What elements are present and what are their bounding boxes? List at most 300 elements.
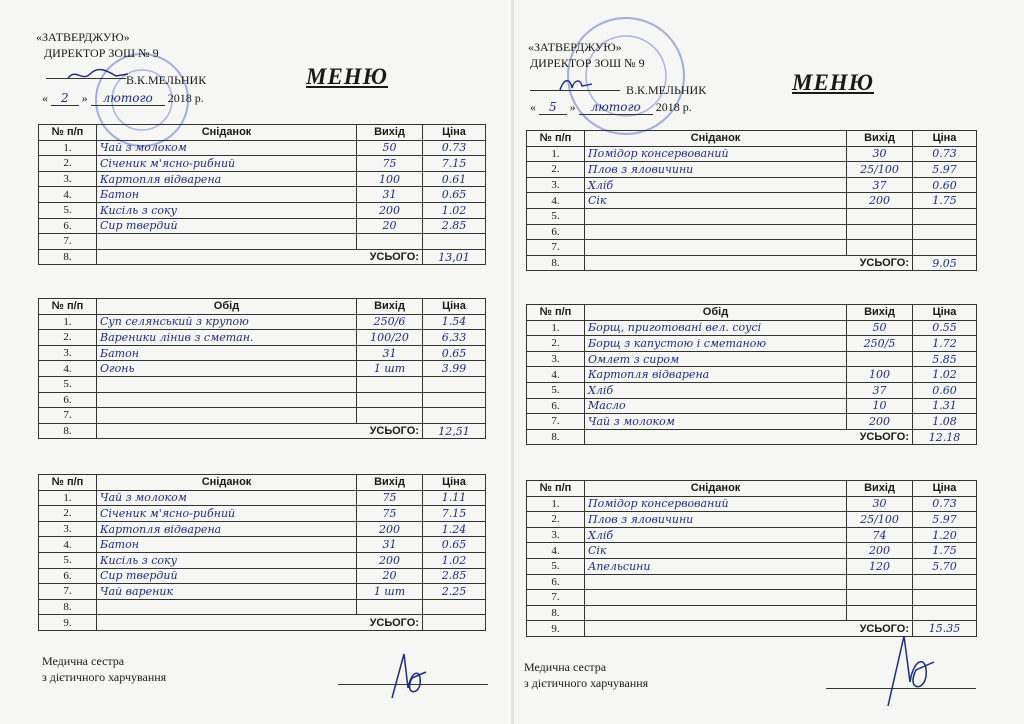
price: 1.08 [913, 414, 977, 430]
portion [357, 408, 423, 424]
price: 0.61 [423, 171, 486, 187]
table-row [527, 496, 977, 512]
dish-name [97, 392, 357, 408]
director-signature-line [530, 90, 620, 91]
date-year: 2018 р. [655, 100, 692, 114]
col-dish: Сніданок [97, 475, 357, 491]
portion [847, 605, 913, 621]
row-number: 6. [527, 224, 585, 240]
nurse-signature-line [826, 688, 976, 689]
total-price: 13,01 [423, 249, 486, 265]
nurse-signature [880, 626, 940, 710]
table-row [39, 187, 486, 203]
dish-name: Сир твердий [97, 568, 357, 584]
dish-name [585, 240, 847, 256]
table-row [527, 558, 977, 574]
row-number: 2. [39, 330, 97, 346]
row-number: 5. [527, 558, 585, 574]
row-number: 5. [39, 552, 97, 568]
portion: 250/5 [847, 336, 913, 352]
price: 1.54 [423, 314, 486, 330]
dish-name: Кисіль з соку [97, 202, 357, 218]
approval-date: « 2 » лютого 2018 р. [42, 91, 204, 105]
price: 1.75 [913, 543, 977, 559]
portion: 75 [357, 490, 423, 506]
col-number: № п/п [39, 299, 97, 315]
row-number: 9. [39, 615, 97, 631]
price [913, 240, 977, 256]
breakfast-table-2 [526, 480, 977, 637]
dish-name: Батон [97, 187, 357, 203]
portion: 37 [847, 177, 913, 193]
date-quote-open: « [530, 100, 536, 114]
dish-name: Чай вареник [97, 584, 357, 600]
portion: 37 [847, 382, 913, 398]
row-number: 7. [527, 414, 585, 430]
portion: 30 [847, 146, 913, 162]
table-row [39, 330, 486, 346]
director-signature-line [46, 78, 126, 79]
table-row [527, 208, 977, 224]
row-number: 5. [39, 376, 97, 392]
nurse-signature-line [338, 684, 488, 685]
row-number: 8. [39, 423, 97, 439]
table-row [39, 392, 486, 408]
date-day: 2 [51, 91, 79, 106]
portion: 100 [847, 367, 913, 383]
dish-name [97, 234, 357, 250]
lunch-table [526, 304, 977, 445]
table-row [39, 599, 486, 615]
row-number: 1. [527, 320, 585, 336]
table-row [39, 156, 486, 172]
row-number: 4. [527, 367, 585, 383]
col-portion: Вихід [847, 481, 913, 497]
price: 1.20 [913, 527, 977, 543]
table-row [527, 398, 977, 414]
approve-title: «ЗАТВЕРДЖУЮ» [528, 40, 622, 54]
col-number: № п/п [527, 305, 585, 321]
dish-name: Січеник м'ясно-рибний [97, 506, 357, 522]
dish-name: Картопля відварена [97, 171, 357, 187]
table-row [527, 590, 977, 606]
col-portion: Вихід [357, 299, 423, 315]
table-row [39, 361, 486, 377]
dish-name: Масло [585, 398, 847, 414]
price: 1.31 [913, 398, 977, 414]
price: 5.97 [913, 512, 977, 528]
price: 0.73 [913, 496, 977, 512]
row-number: 6. [39, 392, 97, 408]
col-portion: Вихід [847, 305, 913, 321]
row-number: 7. [39, 234, 97, 250]
school-stamp [562, 12, 690, 140]
row-number: 8. [527, 605, 585, 621]
dish-name: Сир твердий [97, 218, 357, 234]
row-number: 2. [39, 506, 97, 522]
row-number: 4. [39, 537, 97, 553]
price: 7.15 [423, 156, 486, 172]
dish-name: Суп селянський з крупою [97, 314, 357, 330]
table-row [527, 177, 977, 193]
breakfast-table-2 [38, 474, 486, 631]
price: 0.73 [913, 146, 977, 162]
row-number: 7. [527, 240, 585, 256]
table-row [527, 512, 977, 528]
table-row [527, 574, 977, 590]
row-number: 8. [39, 249, 97, 265]
total-label: УСЬОГО: [97, 249, 423, 265]
dish-name: Плов з яловичини [585, 162, 847, 178]
row-number: 5. [527, 382, 585, 398]
portion: 1 шт [357, 584, 423, 600]
portion: 75 [357, 156, 423, 172]
table-row [39, 552, 486, 568]
table-row [527, 543, 977, 559]
dish-name: Омлет з сиром [585, 351, 847, 367]
footer-nurse-title: Медична сестра [42, 654, 125, 668]
table-row [39, 345, 486, 361]
row-number: 3. [39, 171, 97, 187]
col-price: Ціна [913, 481, 977, 497]
price: 1.75 [913, 193, 977, 209]
date-month: лютого [579, 100, 653, 115]
portion: 50 [357, 140, 423, 156]
price: 0.65 [423, 345, 486, 361]
portion: 20 [357, 568, 423, 584]
portion [847, 208, 913, 224]
price: 2.85 [423, 568, 486, 584]
dish-name: Кисіль з соку [97, 552, 357, 568]
portion: 31 [357, 537, 423, 553]
portion: 250/6 [357, 314, 423, 330]
dish-name: Хліб [585, 527, 847, 543]
total-row [527, 621, 977, 637]
dish-name [97, 376, 357, 392]
price: 1.02 [423, 552, 486, 568]
portion: 50 [847, 320, 913, 336]
table-row [39, 171, 486, 187]
row-number: 1. [527, 496, 585, 512]
table-row [39, 376, 486, 392]
right-page [514, 0, 1024, 724]
portion [357, 234, 423, 250]
table-row [39, 234, 486, 250]
col-dish: Обід [585, 305, 847, 321]
table-row [39, 314, 486, 330]
breakfast-table-1 [38, 124, 486, 265]
col-dish: Обід [97, 299, 357, 315]
date-quote-open: « [42, 91, 48, 105]
portion: 74 [847, 527, 913, 543]
breakfast-table-1 [526, 130, 977, 271]
table-row [527, 527, 977, 543]
portion: 1 шт [357, 361, 423, 377]
nurse-signature [382, 648, 432, 704]
row-number: 2. [527, 162, 585, 178]
price: 2.25 [423, 584, 486, 600]
row-number: 4. [39, 361, 97, 377]
row-number: 6. [39, 568, 97, 584]
table-row [39, 537, 486, 553]
price [913, 208, 977, 224]
table-row [39, 584, 486, 600]
portion [357, 599, 423, 615]
dish-name: Хліб [585, 177, 847, 193]
approve-title: «ЗАТВЕРДЖУЮ» [36, 30, 130, 44]
portion: 25/100 [847, 162, 913, 178]
footer-nurse-subtitle: з дієтичного харчування [42, 670, 167, 684]
director-name: В.К.МЕЛЬНИК [626, 83, 707, 97]
director-title: ДИРЕКТОР ЗОШ № 9 [44, 46, 159, 60]
portion: 200 [847, 193, 913, 209]
col-price: Ціна [913, 305, 977, 321]
portion [847, 351, 913, 367]
price: 1.72 [913, 336, 977, 352]
table-row [527, 240, 977, 256]
director-signature [556, 74, 596, 94]
total-label: УСЬОГО: [585, 255, 913, 271]
date-month: лютого [91, 91, 165, 106]
row-number: 4. [527, 193, 585, 209]
row-number: 7. [527, 590, 585, 606]
price: 1.11 [423, 490, 486, 506]
col-price: Ціна [913, 131, 977, 147]
total-row [39, 249, 486, 265]
price: 0.65 [423, 187, 486, 203]
portion: 100/20 [357, 330, 423, 346]
approval-date: « 5 » лютого 2018 р. [530, 100, 692, 114]
dish-name: Борщ з капустою і сметаною [585, 336, 847, 352]
table-row [527, 367, 977, 383]
price: 5.85 [913, 351, 977, 367]
portion [847, 224, 913, 240]
dish-name [97, 599, 357, 615]
total-price [423, 615, 486, 631]
row-number: 1. [527, 146, 585, 162]
table-row [527, 193, 977, 209]
dish-name: Батон [97, 345, 357, 361]
dish-name: Січеник м'ясно-рибний [97, 156, 357, 172]
dish-name: Чай з молоком [97, 140, 357, 156]
dish-name: Вареники лінив з сметан. [97, 330, 357, 346]
portion: 200 [847, 543, 913, 559]
table-row [39, 490, 486, 506]
price [423, 392, 486, 408]
row-number: 1. [39, 314, 97, 330]
col-dish: Сніданок [585, 131, 847, 147]
table-row [39, 506, 486, 522]
dish-name: Апельсини [585, 558, 847, 574]
price [913, 574, 977, 590]
total-label: УСЬОГО: [97, 615, 423, 631]
table-row [527, 320, 977, 336]
col-number: № п/п [527, 481, 585, 497]
dish-name: Чай з молоком [97, 490, 357, 506]
row-number: 7. [39, 584, 97, 600]
price: 1.02 [423, 202, 486, 218]
table-row [527, 224, 977, 240]
date-year: 2018 р. [167, 91, 204, 105]
row-number: 4. [527, 543, 585, 559]
table-row [527, 382, 977, 398]
price: 0.73 [423, 140, 486, 156]
total-label: УСЬОГО: [97, 423, 423, 439]
price: 1.24 [423, 521, 486, 537]
price: 7.15 [423, 506, 486, 522]
footer-nurse-title: Медична сестра [524, 660, 607, 674]
row-number: 3. [527, 351, 585, 367]
price: 2.85 [423, 218, 486, 234]
dish-name: Огонь [97, 361, 357, 377]
row-number: 7. [39, 408, 97, 424]
table-row [39, 218, 486, 234]
table-row [527, 336, 977, 352]
dish-name [585, 590, 847, 606]
table-row [527, 414, 977, 430]
row-number: 1. [39, 140, 97, 156]
dish-name: Борщ, приготовані вел. соусі [585, 320, 847, 336]
price: 1.02 [913, 367, 977, 383]
col-price: Ціна [423, 125, 486, 141]
dish-name: Плов з яловичини [585, 512, 847, 528]
dish-name: Батон [97, 537, 357, 553]
menu-title: МЕНЮ [792, 70, 874, 95]
total-price: 15.35 [913, 621, 977, 637]
portion: 120 [847, 558, 913, 574]
price [913, 605, 977, 621]
row-number: 3. [39, 345, 97, 361]
col-price: Ціна [423, 475, 486, 491]
table-row [527, 351, 977, 367]
dish-name: Чай з молоком [585, 414, 847, 430]
row-number: 2. [527, 512, 585, 528]
table-row [39, 521, 486, 537]
lunch-table [38, 298, 486, 439]
date-day: 5 [539, 100, 567, 115]
table-row [527, 605, 977, 621]
portion [847, 574, 913, 590]
table-row [39, 202, 486, 218]
portion: 200 [357, 552, 423, 568]
dish-name [585, 605, 847, 621]
row-number: 5. [39, 202, 97, 218]
price: 5.70 [913, 558, 977, 574]
table-row [39, 568, 486, 584]
row-number: 3. [527, 177, 585, 193]
portion: 25/100 [847, 512, 913, 528]
dish-name: Сік [585, 193, 847, 209]
price: 0.55 [913, 320, 977, 336]
col-number: № п/п [527, 131, 585, 147]
row-number: 6. [527, 398, 585, 414]
col-portion: Вихід [847, 131, 913, 147]
row-number: 5. [527, 208, 585, 224]
portion: 10 [847, 398, 913, 414]
total-price: 9.05 [913, 255, 977, 271]
table-row [39, 140, 486, 156]
portion: 30 [847, 496, 913, 512]
total-label: УСЬОГО: [585, 429, 913, 445]
dish-name: Картопля відварена [585, 367, 847, 383]
row-number: 6. [39, 218, 97, 234]
row-number: 2. [39, 156, 97, 172]
price [913, 590, 977, 606]
row-number: 1. [39, 490, 97, 506]
col-number: № п/п [39, 125, 97, 141]
portion: 200 [357, 521, 423, 537]
price: 0.60 [913, 177, 977, 193]
total-row [39, 615, 486, 631]
portion: 100 [357, 171, 423, 187]
dish-name: Помідор консервований [585, 496, 847, 512]
price: 6.33 [423, 330, 486, 346]
dish-name [585, 224, 847, 240]
price [913, 224, 977, 240]
col-dish: Сніданок [97, 125, 357, 141]
dish-name [97, 408, 357, 424]
row-number: 4. [39, 187, 97, 203]
price: 5.97 [913, 162, 977, 178]
total-price: 12,51 [423, 423, 486, 439]
row-number: 8. [527, 429, 585, 445]
row-number: 9. [527, 621, 585, 637]
director-name: В.К.МЕЛЬНИК [126, 73, 207, 87]
portion: 200 [847, 414, 913, 430]
price [423, 408, 486, 424]
total-label: УСЬОГО: [585, 621, 913, 637]
row-number: 8. [527, 255, 585, 271]
total-price: 12.18 [913, 429, 977, 445]
dish-name: Картопля відварена [97, 521, 357, 537]
price: 3.99 [423, 361, 486, 377]
price: 0.60 [913, 382, 977, 398]
portion: 20 [357, 218, 423, 234]
dish-name [585, 208, 847, 224]
dish-name [585, 574, 847, 590]
footer-nurse-subtitle: з дієтичного харчування [524, 676, 649, 690]
row-number: 6. [527, 574, 585, 590]
portion: 200 [357, 202, 423, 218]
dish-name: Сік [585, 543, 847, 559]
dish-name: Помідор консервований [585, 146, 847, 162]
price [423, 599, 486, 615]
director-title: ДИРЕКТОР ЗОШ № 9 [530, 56, 645, 70]
portion: 31 [357, 345, 423, 361]
portion [847, 590, 913, 606]
menu-title: МЕНЮ [306, 64, 388, 89]
col-portion: Вихід [357, 125, 423, 141]
col-portion: Вихід [357, 475, 423, 491]
row-number: 3. [527, 527, 585, 543]
portion [357, 376, 423, 392]
portion [847, 240, 913, 256]
total-row [527, 255, 977, 271]
total-row [527, 429, 977, 445]
row-number: 2. [527, 336, 585, 352]
table-row [527, 146, 977, 162]
table-row [527, 162, 977, 178]
dish-name: Хліб [585, 382, 847, 398]
table-row [39, 408, 486, 424]
total-row [39, 423, 486, 439]
col-dish: Сніданок [585, 481, 847, 497]
row-number: 3. [39, 521, 97, 537]
row-number: 8. [39, 599, 97, 615]
price [423, 234, 486, 250]
price: 0.65 [423, 537, 486, 553]
director-signature [66, 66, 130, 84]
